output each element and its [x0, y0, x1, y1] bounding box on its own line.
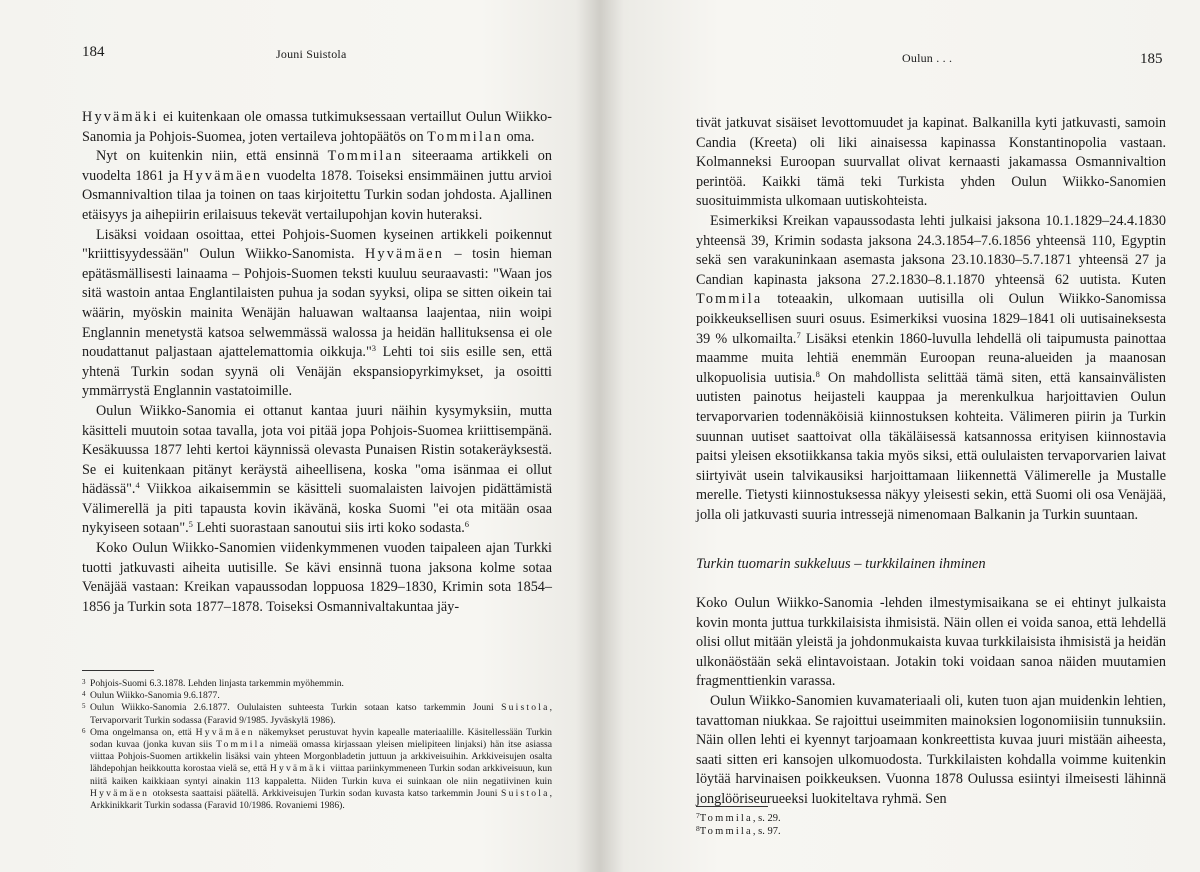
footnote-ref: 6: [464, 519, 470, 530]
right-body-text-2: [696, 594, 1166, 810]
left-body-text: [82, 108, 552, 617]
paragraph: Esimerkiksi Kreikan vapaussodasta lehti julkaisi jaksona 10.1.1829–24.4.1830 yhteensä 39, Krimin sodasta jaksona 24.3.1854–7.6.1856 yhteensä 110, Egyptin sekä sen varakuninkaan asemasta jaksona 23.10.1830–5.7.1871 yhteensä 27 ja Candian kapinasta jaksona 27.2.1830–8.1.1870 yhteensä 62 uutista. Kuten Tommila toteaakin, ulkomaan uutisilla oli Oulun Wiikko-Sanomissa poikkeuksellisen suuri osuus. Esimerkiksi vuosina 1829–1841 oli uutisaineksesta 39 % ulkomailta.$^7$ Lisäksi etenkin 1860-luvulla lehdellä oli taipumusta painottaa maamme muita lehtiä enemmän Euroopan reuna-alueiden ja maanosan ulkopuolisia uutisia.$^8$ On mahdollista selittää tämä siten, että kansainvälisten uutisten painotus heijasteli kauppaa ja merenkulkua harjoittavien Oulun tervaporvarien todennäköisiä kiinnostuksen kohteita. Välimeren piirin ja Turkin suunnan uutiset saattoivat olla täkäläisessä katsannossa erityisen kiinnostavia paitsi yleisen eksotiikkansa takia myös siksi, että oululaisten tervaporvarien laivat siirtyivät usein talvikausiksi harjoittamaan liikennettä Välimerelle ja Mustalle merelle. Tietysti kiinnostuksessa näkyy yleisesti sekin, että Suomi oli osa Venäjää, jolla oli jatkuvasti suuria intressejä nimenomaan Balkanin ja Turkin suuntaan.: [696, 212, 1167, 523]
paragraph: Koko Oulun Wiikko-Sanomia -lehden ilmestymisaikana se ei ehtinyt julkaista kovin monta juttua turkkilaisista ihmisistä. Näin ollen ei voida sanoa, että lehdellä olisi ollut mitään yleistä ja johdonmukaista kuvaa turkkilaisista ihmisistä ja heidän ulkonäöstään sekä elintavoistaan. Jotakin toki voidaan sanoa näiden muutamien fragmenttienkin varassa.: [696, 595, 1166, 690]
paragraph: Oulun Wiikko-Sanomia ei ottanut kantaa juuri näihin kysymyksiin, mutta käsitteli muutoin sotaa tavalla, jota voi pitää jopa Pohjois-Suomea kriittisempänä. Kesäkuussa 1877 lehti kertoi käynnissä olevasta Punaisen Ristin sotakeräyksestä. Se ei kuitenkaan pitänyt keräystä aiheellisena, koska "oma isänmaa ei ollut hädässä".$^4$ Viikkoa aikaisemmin se käsitteli suomalaisten laivojen pidättämistä Välimerellä ja piti tapausta kovin ikävänä, koska Suomi "ei ota mitään osaa nykyiseen sotaan".$^5$ Lehti suorastaan sanoutui siis irti koko sodasta.$^6$: [82, 402, 552, 537]
footnote-ref: 4: [135, 480, 140, 491]
paragraph: Hyvämäki ei kuitenkaan ole omassa tutkimuksessaan vertaillut Oulun Wiikko-Sanomia ja Pohjois-Suomea, joten vertaileva johtopäätös on Tommilan oma.: [82, 109, 552, 145]
footnote: 3 Pohjois-Suomi 6.3.1878. Lehden linjasta tarkemmin myöhemmin.: [82, 678, 344, 689]
footnote-rule: [696, 806, 768, 807]
section-heading: Turkin tuomarin sukkeluus – turkkilainen ihminen: [696, 556, 986, 572]
footnote-ref: 3: [371, 343, 377, 354]
footnote-ref: 7: [796, 329, 801, 340]
footnote: 4 Oulun Wiikko-Sanomia 9.6.1877.: [82, 690, 220, 702]
footnote: 6 Oma ongelmansa on, että Hyvämäen näkemykset perustuvat hyvin kapealle materiaalille. Käsitellessään Turkin sodan kuvaa (jonka kuvan siis Tommila nimeää omassa kirjassaan yleisen mielipiteen linjaksi) hän itse asiassa viittaa Pohjois-Suomen artikkelin lisäksi vain yhteen Morgonbladetin juttuun ja arkkiveisuihin. Arkkiveisujen osalta lähdepohjan heikkoutta korostaa vielä se, että Hyvämäki viittaa pariinkymmeneen Turkin sodan arkkiveisuun, kun niitä kaiken kaikkiaan syntyi ainakin 113 kappaletta. Niiden Turkin kuva ei suinkaan ole niin negatiivinen kuin Hyvämäen otoksesta saattaisi päätellä. Arkkiveisujen Turkin sodan kuvasta katso tarkemmin Jouni Suistola, Arkkinikkarit Turkin sodassa (Faravid 10/1986. Rovaniemi 1986).: [82, 726, 552, 812]
footnote-rule: [82, 670, 154, 671]
right-footnotes: [696, 812, 1166, 838]
paragraph: tivät jatkuvat sisäiset levottomuudet ja kapinat. Balkanilla kyti jatkuvasti, samoin Candia (Kreeta) oli liki ainaisessa kapinassa Konstantinopolia vastaan. Kolmanneksi Euroopan suurvallat olivat kernaasti jakamassa Osmannivaltion perintöä. Kaikki tämä teki Turkista yhden Oulun Wiikko-Sanomien suosituimmista ulkomaan uutiskohteista.: [696, 115, 1166, 210]
footnote-ref: 5: [188, 519, 193, 530]
paragraph: Lisäksi voidaan osoittaa, ettei Pohjois-Suomen kyseinen artikkeli poikennut "kriittisyydessään" Oulun Wiikko-Sanomista. Hyvämäen – tosin hieman epätäsmällisesti lainaama – Pohjois-Suomen teksti kuuluu seuraavasti: "Waan jos sitä wastoin antaa Englantilaisten puhua ja sodan syyksi, olipa se sitten oikein tai wäärin, myöskin mainita Wenäjän haluawan waltaansa laajentaa, niin woipi Englannin menetystä katsoa selwemmässä walossa ja heidän hallituksensa ei ole noudattanut paljastaan ajattelemattomia oikkuja."$^3$ Lehti toi siis esille sen, että yhtenä Turkin sodan syynä oli Venäjän ekspansiopyrkimykset, ja osoitti ymmärrystä Englannin vastatoimille.: [82, 226, 552, 400]
page-number-left: 184: [82, 44, 105, 60]
paragraph: Koko Oulun Wiikko-Sanomien viidenkymmenen vuoden taipaleen ajan Turkki tuotti jatkuvasti aiheita uutisille. Se kävi ensinnä tuona jaksona kolme sotaa Venäjää vastaan: Kreikan vapaussodan loppuosa 1829–1830, Krimin sota 1854–1856 ja Turkin sota 1877–1878. Toiseksi Osmannivaltakuntaa jäy-: [82, 540, 552, 615]
right-body-text: [696, 114, 1166, 525]
footnote: $^7$Tommila, s. 29.: [696, 811, 781, 824]
running-head-right: Oulun . . .: [902, 51, 953, 65]
left-footnotes: [82, 678, 552, 812]
running-head-left: Jouni Suistola: [276, 47, 347, 61]
paragraph: Nyt on kuitenkin niin, että ensinnä Tommilan siteeraama artikkeli on vuodelta 1861 ja Hyvämäen vuodelta 1878. Toiseksi ensimmäinen juttu arvioi Osmannivaltion tilaa ja toinen on taas kirjoitettu Turkin sodan johdosta. Ajallinen etäisyys ja aihepiirin erilaisuus tekevät vertailupohjan kovin huteraksi.: [82, 148, 552, 223]
page-number-right: 185: [1140, 51, 1163, 67]
footnote-ref: 8: [815, 368, 820, 379]
paragraph: Oulun Wiikko-Sanomien kuvamateriaali oli, kuten tuon ajan muidenkin lehtien, tavattoman niukkaa. Se rajoittui useimmiten mainoksien logonomiisiin tunnuksiin. Näin ollen lehti ei kyennyt tarjoamaan konkreettista kuvaa juuri mistään aiheesta, saati sitten eri kansojen ulkomuodosta. Turkkilaisten kohdalla voimme kuitenkin löytää harvinaisen poikkeuksen. Vuonna 1878 Oulussa esiintyi ilmeisesti lähinnä jonglööriseurueeksi luokiteltava ryhmä. Sen: [696, 692, 1166, 807]
footnote: 5 Oulun Wiikko-Sanomia 2.6.1877. Oululaisten suhteesta Turkin sotaan katso tarkemmin Jouni Suistola, Tervaporvarit Turkin sodassa (Faravid 9/1985. Jyväskylä 1986).: [82, 702, 552, 726]
footnote: $^8$Tommila, s. 97.: [696, 824, 781, 837]
right-page: [600, 0, 1200, 872]
